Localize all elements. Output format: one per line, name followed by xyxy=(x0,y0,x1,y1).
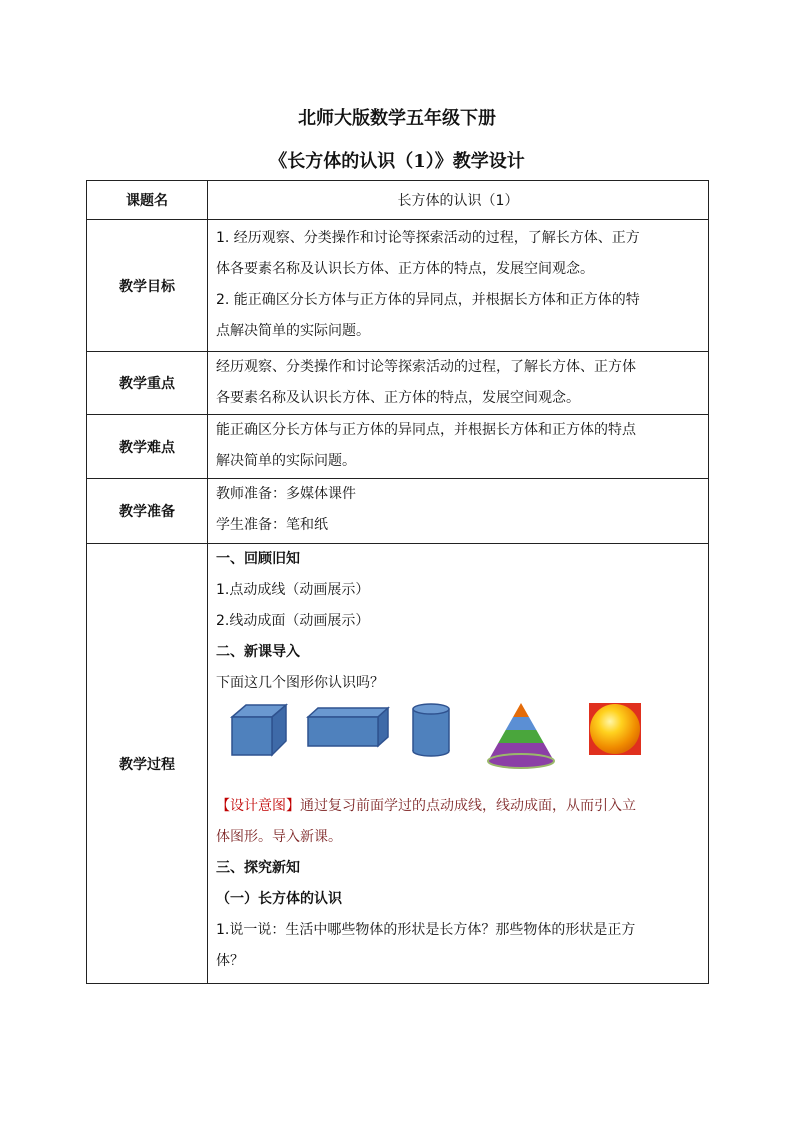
cube-icon xyxy=(232,705,286,755)
design-intent xyxy=(216,791,700,822)
key-points-line: 各要素名称及认识长方体、正方体的特点，发展空间观念。 xyxy=(216,390,580,406)
table-row-difficulties xyxy=(87,415,709,479)
section-heading: 一、回顾旧知 xyxy=(216,551,300,567)
difficulties-content xyxy=(208,415,709,479)
table-row-topic xyxy=(87,181,709,220)
goals-line: 2. 能正确区分长方体与正方体的异同点，并根据长方体和正方体的特 xyxy=(216,292,640,308)
difficulties-line: 能正确区分长方体与正方体的异同点，并根据长方体和正方体的特点 xyxy=(216,422,636,438)
design-intent-text: 通过复习前面学过的点动成线，线动成面，从而引入立 xyxy=(300,798,636,814)
cylinder-icon xyxy=(413,704,449,756)
solid-shapes-figure xyxy=(216,699,700,791)
key-points-content xyxy=(208,352,709,415)
preparation-line: 教师准备：多媒体课件 xyxy=(216,486,356,502)
list-item-cont: 体？ xyxy=(216,953,244,969)
goals-line: 体各要素名称及认识长方体、正方体的特点，发展空间观念。 xyxy=(216,261,594,277)
process-content xyxy=(208,544,709,984)
goals-line: 1. 经历观察、分类操作和讨论等探索活动的过程，了解长方体、正方 xyxy=(216,230,640,246)
design-intent-text-cont: 体图形。导入新课。 xyxy=(216,829,342,845)
lesson-plan-table xyxy=(86,180,709,984)
topic-value: 长方体的认识（1） xyxy=(208,181,709,220)
list-item: 1.说一说：生活中哪些物体的形状是长方体？那些物体的形状是正方 xyxy=(216,922,636,938)
topic-label: 课题名 xyxy=(87,181,208,220)
goals-label: 教学目标 xyxy=(87,220,208,352)
table-row-process xyxy=(87,544,709,984)
preparation-label: 教学准备 xyxy=(87,479,208,544)
table-row-preparation xyxy=(87,479,709,544)
key-points-label: 教学重点 xyxy=(87,352,208,415)
preparation-content xyxy=(208,479,709,544)
document-subtitle: 《长方体的认识（1）》教学设计 xyxy=(269,151,525,172)
design-intent-tag: 【设计意图】 xyxy=(216,798,300,814)
list-item: 1.点动成线（动画展示） xyxy=(216,582,370,598)
key-points-line: 经历观察、分类操作和讨论等探索活动的过程，了解长方体、正方体 xyxy=(216,359,636,375)
question-text: 下面这几个图形你认识吗？ xyxy=(216,675,384,691)
cuboid-icon xyxy=(308,708,388,746)
document-title: 北师大版数学五年级下册 xyxy=(298,108,496,129)
section-heading: 二、新课导入 xyxy=(216,644,300,660)
process-label: 教学过程 xyxy=(87,544,208,984)
list-item: 2.线动成面（动画展示） xyxy=(216,613,370,629)
difficulties-label: 教学难点 xyxy=(87,415,208,479)
subsection-heading: （一）长方体的认识 xyxy=(216,891,342,907)
sphere-icon xyxy=(589,703,641,755)
table-row-goals xyxy=(87,220,709,352)
difficulties-line: 解决简单的实际问题。 xyxy=(216,453,356,469)
table-row-key-points xyxy=(87,352,709,415)
goals-content xyxy=(208,220,709,352)
goals-line: 点解决简单的实际问题。 xyxy=(216,323,370,339)
section-heading: 三、探究新知 xyxy=(216,860,300,876)
preparation-line: 学生准备：笔和纸 xyxy=(216,517,328,533)
cone-icon xyxy=(476,699,566,773)
